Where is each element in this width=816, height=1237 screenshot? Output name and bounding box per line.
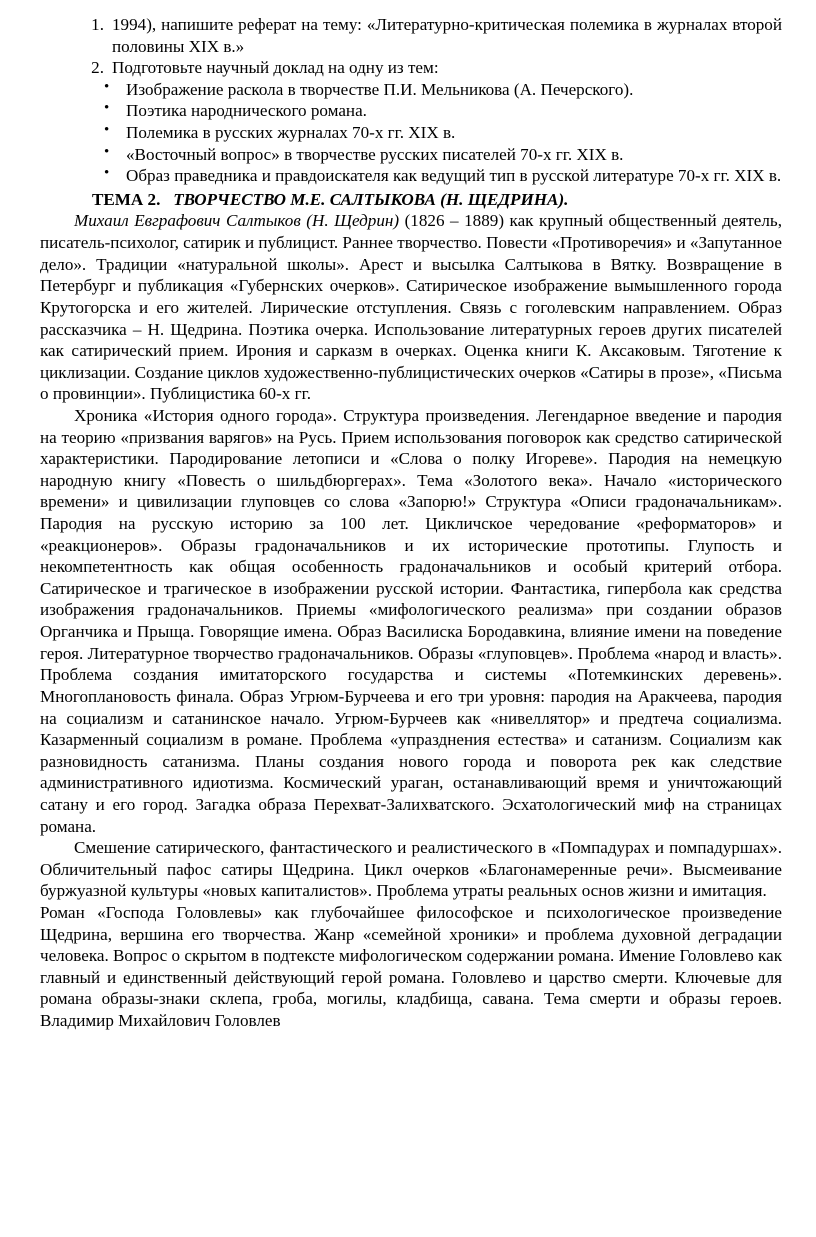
list-item-text: «Восточный вопрос» в творчестве русских писателей 70-х гг. XIX в.	[126, 144, 624, 164]
list-item-text: Изображение раскола в творчестве П.И. Мельникова (А. Печерского).	[126, 79, 634, 99]
author-name: Михаил Евграфович Салтыков (Н. Щедрин)	[74, 211, 400, 231]
list-marker: 1.	[91, 15, 104, 34]
document-body	[40, 14, 782, 1032]
bullet-icon: •	[104, 165, 110, 182]
theme-heading	[40, 189, 782, 211]
list-item-text: Полемика в русских журналах 70-х гг. XIX в.	[126, 123, 456, 143]
paragraph-history-of-a-town	[40, 405, 782, 837]
list-item-text: 1994), напишите реферат на тему: «Литературно-критическая полемика в журналах второй половины XIX в.»	[112, 15, 782, 56]
list-item	[40, 122, 782, 144]
bullet-icon: •	[104, 143, 110, 160]
bullet-icon: •	[104, 78, 110, 95]
list-marker: 2.	[91, 58, 104, 78]
bullet-icon: •	[104, 122, 110, 139]
list-item	[40, 57, 782, 79]
paragraph-text: Роман «Господа Головлевы» как глубочайшее философское и психологическое произведение Щедрина, вершина его творчества. Жанр «семейной хроники» и проблема духовной деградации человека. Вопрос о скрытом в подтексте мифологическом содержании романа. Имение Головлево как главный и единственный действующий герой романа. Головлево и царство смерти. Ключевые для романа образы-знаки склепа, гроба, могилы, кладбища, савана. Тема смерти и образы героев. Владимир Михайлович Головлев	[40, 902, 782, 1031]
theme-label: ТЕМА 2.	[92, 189, 161, 209]
list-item	[40, 100, 782, 122]
list-item-text: Поэтика народнического романа.	[126, 101, 367, 121]
bullet-icon: •	[104, 100, 110, 117]
numbered-list	[40, 14, 782, 79]
paragraph-text: Хроника «История одного города». Структура произведения. Легендарное введение и пародия на теорию «призвания варягов» на Русь. Прием использования поговорок как средство сатирической характеристики. Пародирование летописи и «Слова о полку Игореве». Пародия на немецкую народную книгу «Повесть о шильдбюргерах». Тема «Золотого века». Начало «исторического времени» и цивилизации глуповцев со слова «Запорю!» Структура «Описи градоначальникам». Пародия на русскую историю за 100 лет. Цикличское чередование «реформаторов» и «реакционеров». Образы градоначальников и их исторические прототипы. Глупость и некомпетентность как общая особенность градоначальников и особый критерий отбора. Сатирическое и трагическое в изображении русской истории. Фантастика, гипербола как средства изображения градоначальников. Приемы «мифологического реализма» при создании образов Органчика и Прыща. Говорящие имена. Образ Василиска Бородавкина, влияние имени на поведение героя. Литературное творчество градоначальников. Образы «глуповцев». Проблема «народ и власть». Проблема создания имитаторского государства и системы «Потемкинских деревень». Многоплановость финала. Образ Угрюм-Бурчеева и его три уровня: пародия на Аракчеева, пародия на социализм и сатанинское начало. Угрюм-Бурчеев как «нивеллятор» и предтеча социализма. Казарменный социализм в романе. Проблема «упразднения естества» и сатанизм. Социализм как разновидность сатанизма. Планы создания нового города и поворота рек как следствие административного идиотизма. Космический ураган, останавливающий время и уничтожающий сатану и его город. Загадка образа Перехват-Залихватского. Эсхатологический миф на страницах романа.	[40, 405, 782, 836]
paragraph-biography	[40, 210, 782, 404]
list-item-text: Подготовьте научный доклад на одну из тем:	[112, 58, 439, 78]
paragraph-pompadours	[40, 837, 782, 902]
list-item	[40, 79, 782, 101]
list-item	[40, 14, 782, 57]
bulleted-list	[40, 79, 782, 187]
list-item	[40, 144, 782, 166]
theme-title: ТВОРЧЕСТВО М.Е. САЛТЫКОВА (Н. ЩЕДРИНА).	[173, 189, 569, 209]
paragraph-text: (1826 – 1889) как крупный общественный деятель, писатель-психолог, сатирик и публицист. Раннее творчество. Повести «Противоречия» и «Запутанное дело». Традиции «натуральной школы». Арест и высылка Салтыкова в Вятку. Возвращение в Петербург и публикация «Губернских очерков». Сатирическое изображение вымышленного города Крутогорска и его жителей. Лирические отступления. Связь с гоголевским направлением. Образ рассказчика – Н. Щедрина. Поэтика очерка. Использование литературных героев других писателей как сатирический прием. Ирония и сарказм в очерках. Оценка книги К. Аксаковым. Тяготение к циклизации. Создание циклов художественно-публицистических очерков «Сатиры в прозе», «Письма о провинции». Публицистика 60-х гг.	[40, 211, 782, 404]
list-item-text: Образ праведника и правдоискателя как ведущий тип в русской литературе 70-х гг. XIX в.	[126, 166, 782, 186]
list-item	[40, 165, 782, 187]
paragraph-golovlevy	[40, 902, 782, 1032]
paragraph-text: Смешение сатирического, фантастического и реалистического в «Помпадурах и помпадуршах». Обличительный пафос сатиры Щедрина. Цикл очерков «Благонамеренные речи». Высмеивание буржуазной культуры «новых капиталистов». Проблема утраты реальных основ жизни и имитация.	[40, 838, 782, 901]
